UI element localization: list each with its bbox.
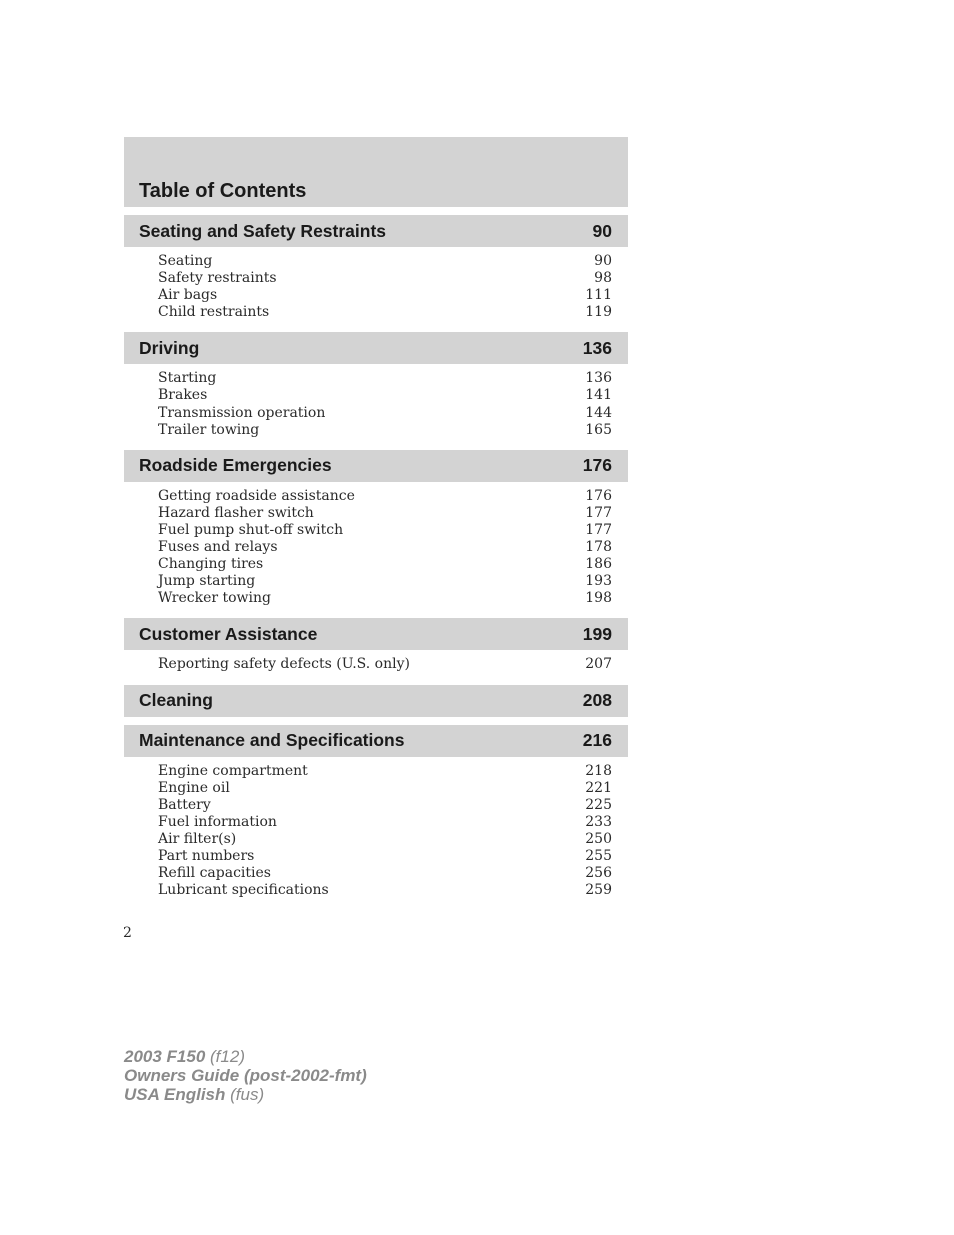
item-label: Transmission operation: [158, 404, 326, 421]
item-page: 119: [585, 304, 612, 321]
section-title: Customer Assistance: [139, 623, 318, 644]
footer-guide: Owners Guide (post-2002-fmt): [124, 1066, 367, 1085]
item-page: 98: [594, 270, 612, 287]
section-heading: [124, 450, 628, 482]
item-label: Child restraints: [158, 304, 270, 321]
item-label: Lubricant specifications: [158, 882, 329, 899]
list-item: [158, 488, 612, 505]
item-page: 165: [585, 421, 612, 438]
item-label: Wrecker towing: [158, 590, 271, 607]
item-label: Fuses and relays: [158, 539, 278, 556]
list-item: [158, 763, 612, 780]
item-page: 193: [585, 573, 612, 590]
document-footer: [124, 1047, 367, 1104]
item-label: Seating: [158, 253, 213, 269]
list-item: [158, 505, 612, 522]
list-item: [158, 656, 612, 673]
section-items: [124, 364, 628, 441]
item-page: 141: [585, 387, 612, 404]
toc-section: [124, 450, 628, 611]
toc-section: [124, 685, 628, 717]
item-label: Fuel information: [158, 813, 277, 830]
item-label: Air filter(s): [158, 830, 237, 847]
section-heading: [124, 618, 628, 650]
footer-line-guide: [124, 1066, 367, 1085]
item-page: 178: [585, 539, 612, 556]
item-label: Battery: [158, 796, 211, 813]
item-page: 256: [585, 865, 612, 882]
item-label: Engine oil: [158, 779, 230, 796]
section-page: 176: [582, 455, 612, 476]
section-title: Roadside Emergencies: [139, 455, 332, 476]
item-page: 111: [585, 287, 612, 304]
item-label: Getting roadside assistance: [158, 487, 355, 504]
item-label: Fuel pump shut-off switch: [158, 521, 344, 538]
item-page: 218: [585, 762, 612, 779]
item-page: 259: [585, 882, 612, 899]
section-page: 199: [582, 623, 612, 644]
item-page: 176: [585, 487, 612, 504]
section-heading: [124, 332, 628, 364]
item-label: Air bags: [158, 287, 218, 304]
toc-section: [124, 725, 628, 903]
item-page: 186: [585, 556, 612, 573]
list-item: [158, 573, 612, 590]
item-label: Starting: [158, 370, 217, 387]
section-title: Seating and Safety Restraints: [139, 220, 387, 241]
list-item: [158, 253, 612, 270]
footer-model: 2003 F150: [124, 1047, 206, 1066]
list-item: [158, 422, 612, 439]
list-item: [158, 304, 612, 321]
section-heading: [124, 725, 628, 757]
item-label: Safety restraints: [158, 270, 277, 287]
item-label: Engine compartment: [158, 762, 308, 779]
section-items: [124, 482, 628, 611]
list-item: [158, 882, 612, 899]
footer-language-code: (fus): [225, 1085, 265, 1104]
list-item: [158, 370, 612, 387]
section-items: [124, 247, 628, 324]
list-item: [158, 848, 612, 865]
item-page: 221: [585, 779, 612, 796]
item-page: 233: [585, 813, 612, 830]
section-page: 216: [582, 730, 612, 750]
list-item: [158, 814, 612, 831]
toc-section: [124, 215, 628, 324]
list-item: [158, 387, 612, 404]
list-item: [158, 831, 612, 848]
item-page: 144: [585, 404, 612, 421]
section-items: [124, 757, 628, 903]
list-item: [158, 287, 612, 304]
footer-model-code: (f12): [205, 1047, 245, 1066]
section-page: 90: [592, 220, 612, 241]
list-item: [158, 522, 612, 539]
list-item: [158, 405, 612, 422]
list-item: [158, 865, 612, 882]
list-item: [158, 539, 612, 556]
list-item: [158, 797, 612, 814]
toc-sections: [124, 215, 628, 902]
item-page: 136: [585, 370, 612, 387]
toc-section: [124, 332, 628, 441]
section-items: [124, 650, 628, 676]
footer-line-language: [124, 1085, 367, 1104]
list-item: [158, 270, 612, 287]
toc-header: [124, 137, 628, 207]
item-label: Hazard flasher switch: [158, 504, 314, 521]
footer-line-model: [124, 1047, 367, 1066]
item-page: 207: [585, 656, 612, 673]
section-title: Maintenance and Specifications: [139, 730, 405, 750]
item-page: 225: [585, 796, 612, 813]
footer-language: USA English: [124, 1085, 226, 1104]
page-number: 2: [123, 925, 132, 941]
section-page: 208: [582, 690, 612, 710]
item-label: Jump starting: [158, 573, 256, 590]
section-heading: [124, 685, 628, 717]
table-of-contents: [124, 137, 628, 902]
page-title: Table of Contents: [139, 180, 307, 202]
item-label: Reporting safety defects (U.S. only): [158, 656, 410, 673]
list-item: [158, 590, 612, 607]
item-page: 250: [585, 830, 612, 847]
item-label: Brakes: [158, 387, 208, 404]
item-label: Refill capacities: [158, 865, 271, 882]
toc-section: [124, 618, 628, 676]
section-heading: [124, 215, 628, 247]
item-label: Trailer towing: [158, 421, 260, 438]
item-page: 177: [585, 521, 612, 538]
item-page: 177: [585, 504, 612, 521]
item-page: 198: [585, 590, 612, 607]
section-title: Cleaning: [139, 690, 213, 710]
list-item: [158, 556, 612, 573]
item-page: 255: [585, 847, 612, 864]
section-page: 136: [582, 337, 612, 358]
item-label: Part numbers: [158, 847, 255, 864]
section-title: Driving: [139, 337, 200, 358]
item-label: Changing tires: [158, 556, 264, 573]
list-item: [158, 780, 612, 797]
item-page: 90: [594, 253, 612, 269]
